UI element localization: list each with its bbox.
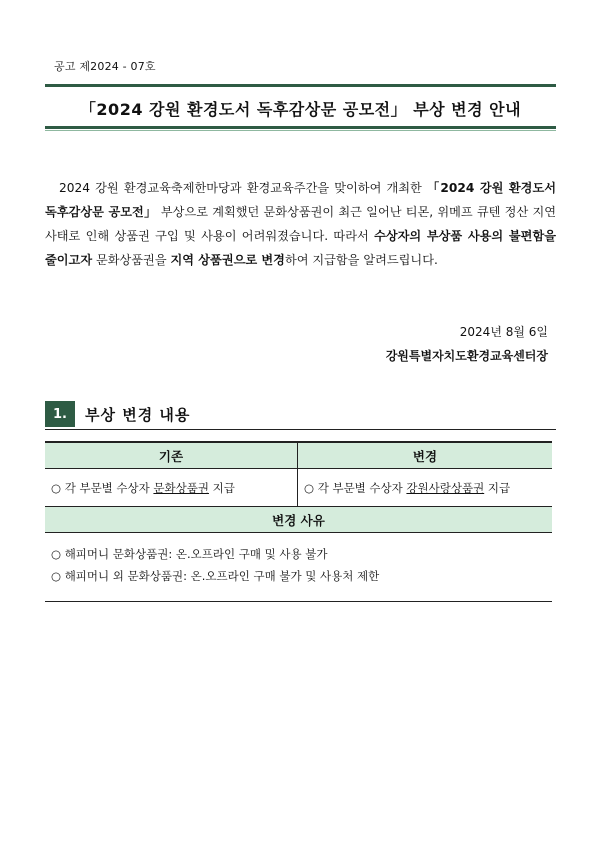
body-purpose: 수상자의 부상품 사용의 불편함을 줄이고자 [45,229,556,267]
before-prefix: ○ 각 부문별 수상자 [51,480,154,495]
cell-before [45,469,298,507]
section-title: 부상 변경 내용 [85,406,191,424]
section-number: 1. [45,401,75,427]
before-item: 문화상품권 [153,480,209,495]
notice-number: 공고 제2024 - 07호 [54,60,156,73]
cell-after [298,469,552,507]
after-suffix: 지급 [484,480,511,495]
body-change: 지역 상품권으로 변경 [170,253,285,267]
reason-list [45,533,552,601]
header-before: 기존 [45,443,298,469]
title-rule-top [45,84,556,87]
issuer-name: 강원특별자치도환경교육센터장 [385,349,548,363]
table-row [45,469,552,507]
body-text-5: 문화상품권을 [92,253,171,267]
body-text-3: 부상으로 계획했던 문화상품권이 최근 일어난 티몬, 위메프 큐텐 정산 지연 사태로 인해 상품권 구입 및 사용이 어려워졌습니다. 따라서 [45,205,556,243]
body-text-1: 2024 강원 환경교육축제한마당과 환경교육주간을 맞이하여 개최한 [59,181,427,195]
list-item: ○ 해피머니 외 문화상품권: 온.오프라인 구매 불가 및 사용처 제한 [51,569,380,583]
announcement-date: 2024년 8월 6일 [459,325,548,339]
section-rule [45,429,556,430]
before-suffix: 지급 [208,480,235,495]
section-heading [45,401,556,427]
after-prefix: ○ 각 부문별 수상자 [304,480,407,495]
header-after: 변경 [298,443,552,469]
body-text-7: 하여 지급함을 알려드립니다. [284,253,438,267]
change-table [45,441,552,602]
reason-header-row [45,507,552,533]
list-item: ○ 해피머니 문화상품권: 온.오프라인 구매 및 사용 불가 [51,547,328,561]
title-rule-bottom [45,126,556,129]
table-header-row [45,443,552,469]
after-item: 강원사랑상품권 [406,480,485,495]
body-contest-name: 「2024 강원 환경도서 독후감상문 공모전」 [45,181,556,219]
announcement-paragraph [45,176,556,272]
document-title: 「2024 강원 환경도서 독후감상문 공모전」 부상 변경 안내 [79,100,522,119]
header-reason: 변경 사유 [45,507,552,533]
